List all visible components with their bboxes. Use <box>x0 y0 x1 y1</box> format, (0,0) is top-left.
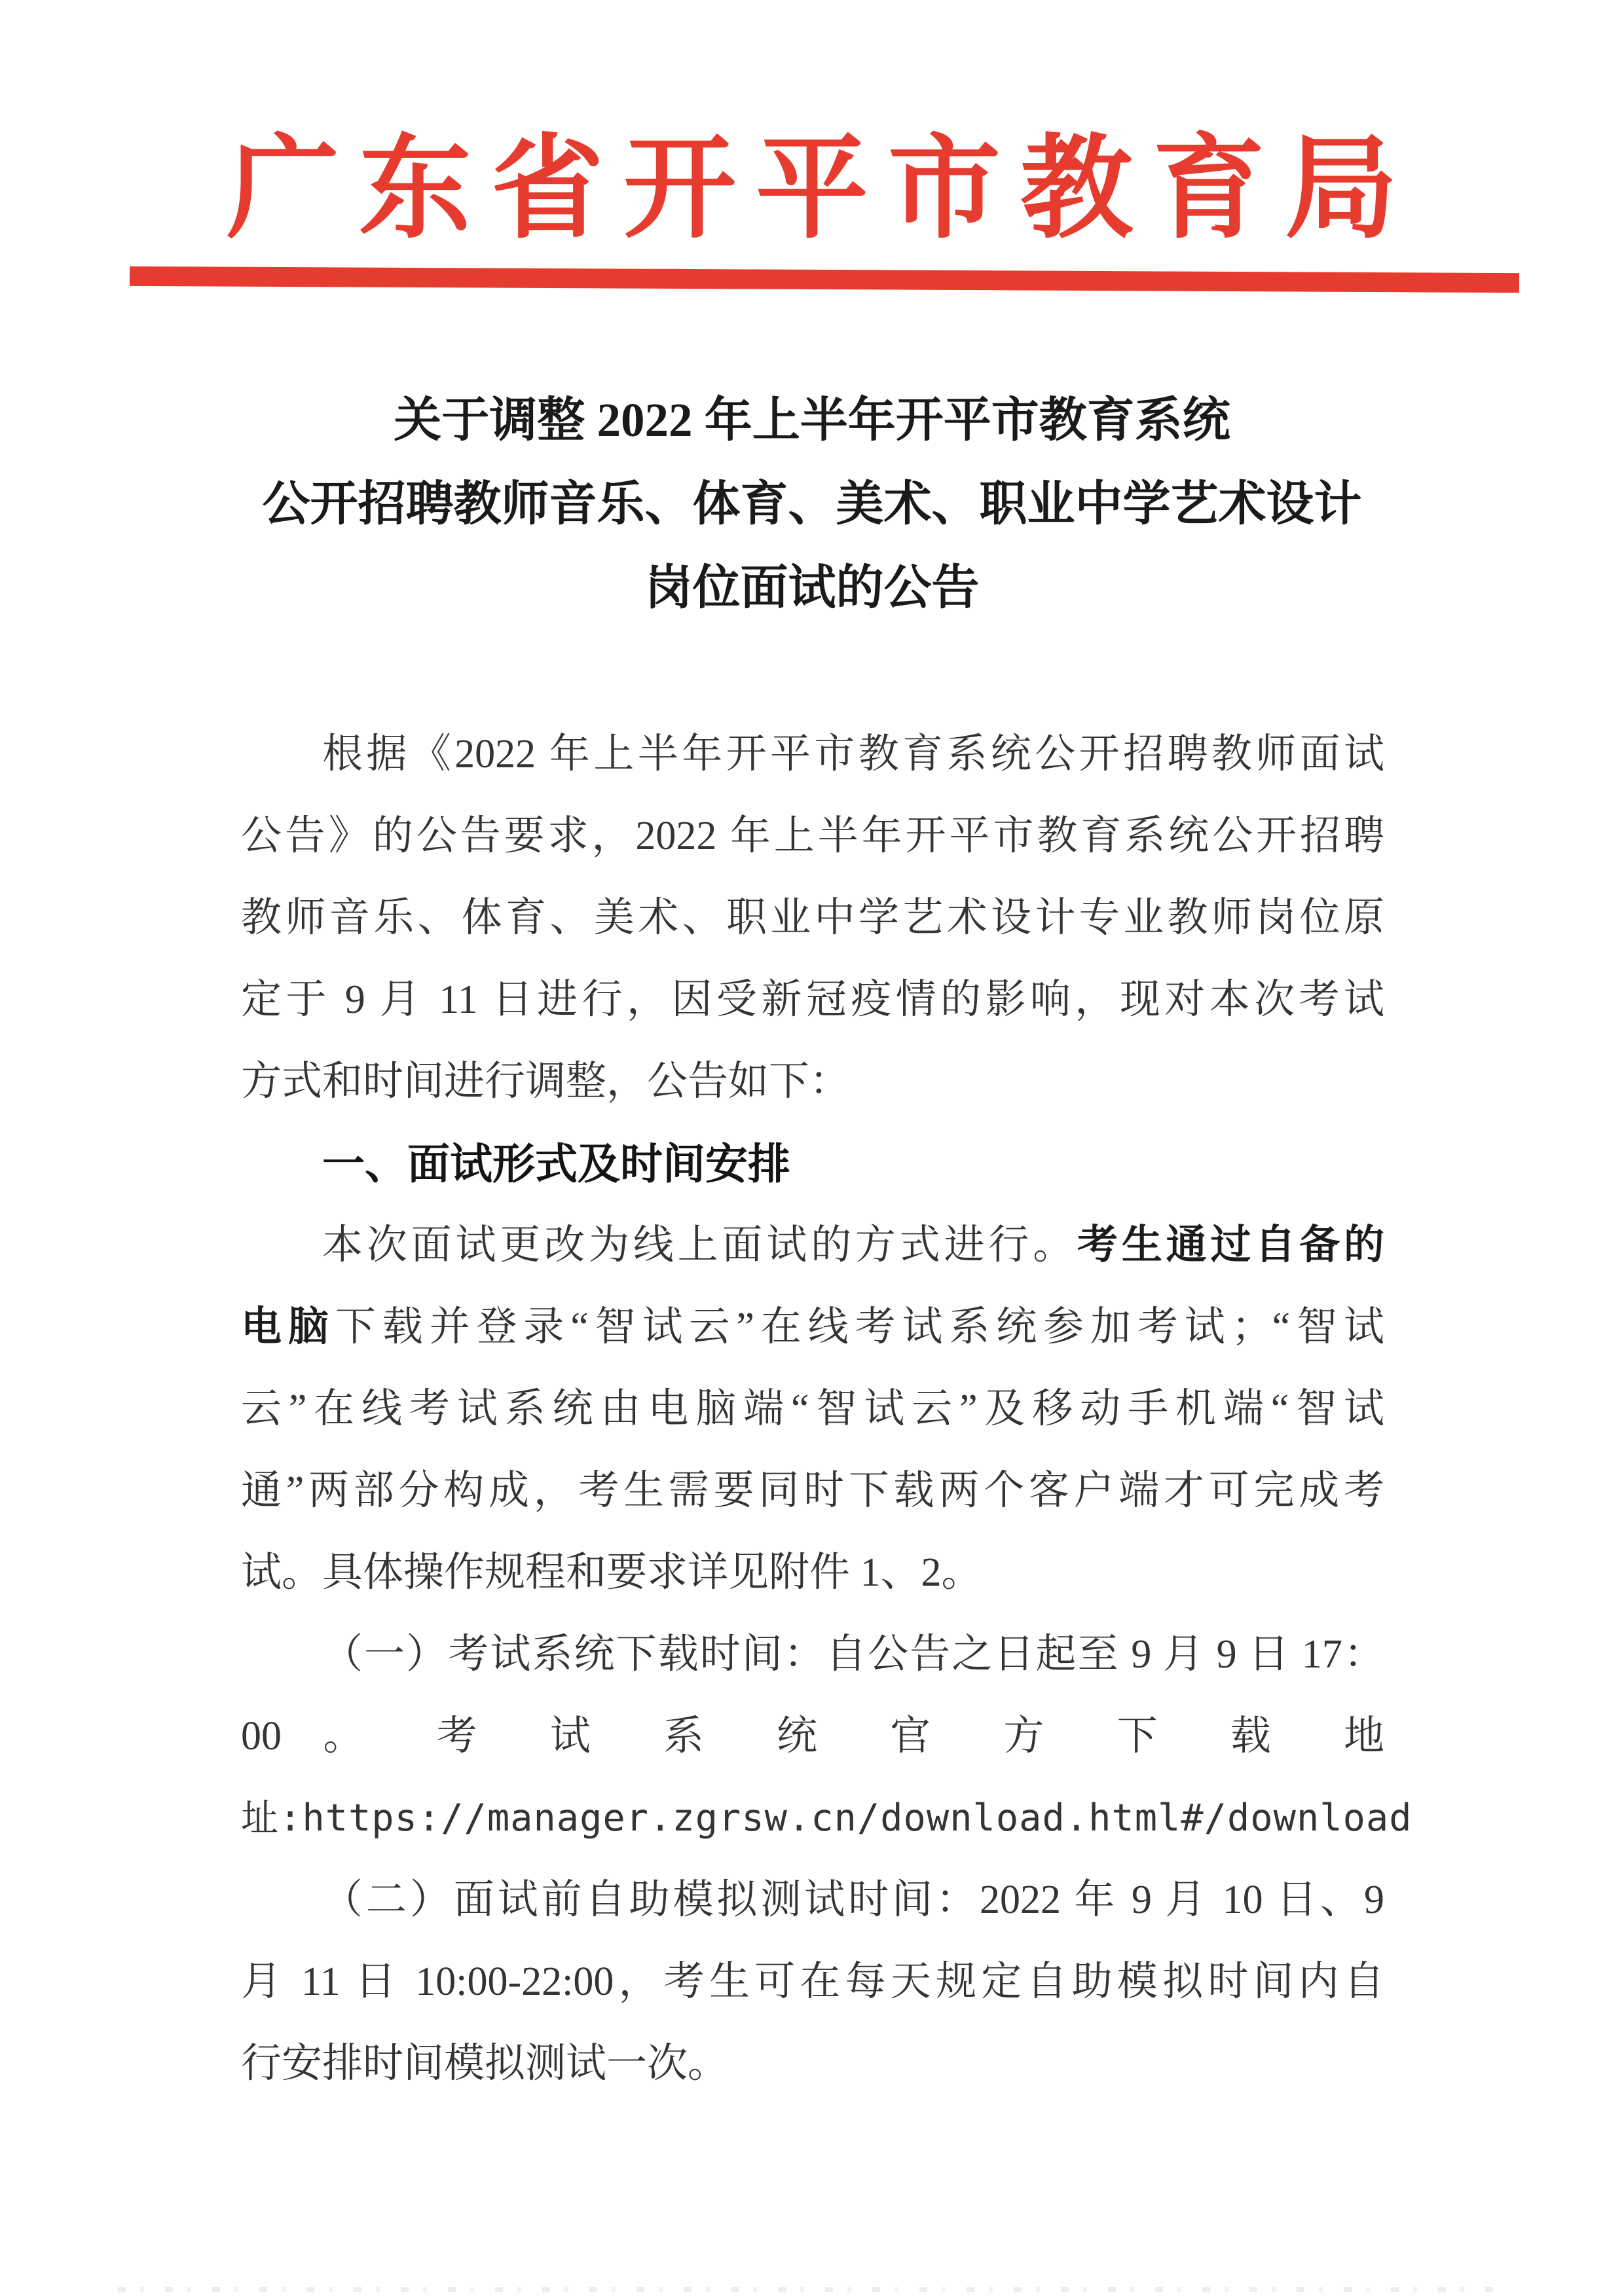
download-url-line: 址:https://manager.zgrsw.cn/download.html#/download <box>241 1796 1412 1840</box>
body-line-07-regular: 本次面试更改为线上面试的方式进行。 <box>322 1223 1078 1267</box>
body-line-08-regular: 下载并登录“智试云”在线考试系统参加考试；“智试 <box>335 1305 1384 1349</box>
body-line-17: 行安排时间模拟测试一次。 <box>241 2041 729 2086</box>
letterhead-agency-title: 广东省开平市教育局 <box>227 128 1417 252</box>
body-line-07 <box>241 1205 1384 1286</box>
document-title <box>0 378 1624 630</box>
body-line-03: 教师音乐、体育、美术、职业中学艺术设计专业教师岗位原 <box>241 896 1384 940</box>
body-line-10: 通”两部分构成，考生需要同时下载两个客户端才可完成考 <box>241 1468 1384 1513</box>
document-title-line-1: 关于调整 2022 年上半年开平市教育系统 <box>394 393 1230 446</box>
section1-heading: 一、面试形式及时间安排 <box>322 1140 791 1188</box>
page-bleedthrough-artifact <box>118 2287 1500 2292</box>
body-line-04: 定于 9 月 11 日进行，因受新冠疫情的影响，现对本次考试 <box>241 977 1384 1022</box>
body-line-08-bold: 电脑 <box>241 1305 335 1349</box>
body-line-12: （一）考试系统下载时间：自公告之日起至 9 月 9 日 17： <box>322 1632 1384 1677</box>
body-line-07-bold: 考生通过自备的 <box>1077 1223 1384 1267</box>
body-line-02: 公告》的公告要求，2022 年上半年开平市教育系统公开招聘 <box>241 814 1384 858</box>
body-line-08 <box>241 1286 1384 1368</box>
body-line-01: 根据《2022 年上半年开平市教育系统公开招聘教师面试 <box>322 732 1384 776</box>
body-line-11: 试。具体操作规程和要求详见附件 1、2。 <box>241 1550 982 1595</box>
body-line-13-justified-spread: 00 。 考 试 系 统 官 方 下 载 地 <box>241 1714 1384 1758</box>
document-title-line-2: 公开招聘教师音乐、体育、美术、职业中学艺术设计 <box>262 477 1362 530</box>
document-body <box>241 714 1412 2105</box>
letterhead-red-divider <box>130 266 1519 293</box>
body-line-15: （二）面试前自助模拟测试时间：2022 年 9 月 10 日、9 <box>322 1878 1384 1922</box>
body-line-16: 月 11 日 10:00-22:00，考生可在每天规定自助模拟时间内自 <box>241 1959 1384 2004</box>
body-line-09: 云”在线考试系统由电脑端“智试云”及移动手机端“智试 <box>241 1387 1384 1431</box>
document-title-line-3: 岗位面试的公告 <box>644 561 980 614</box>
body-line-05: 方式和时间进行调整，公告如下： <box>241 1059 851 1104</box>
